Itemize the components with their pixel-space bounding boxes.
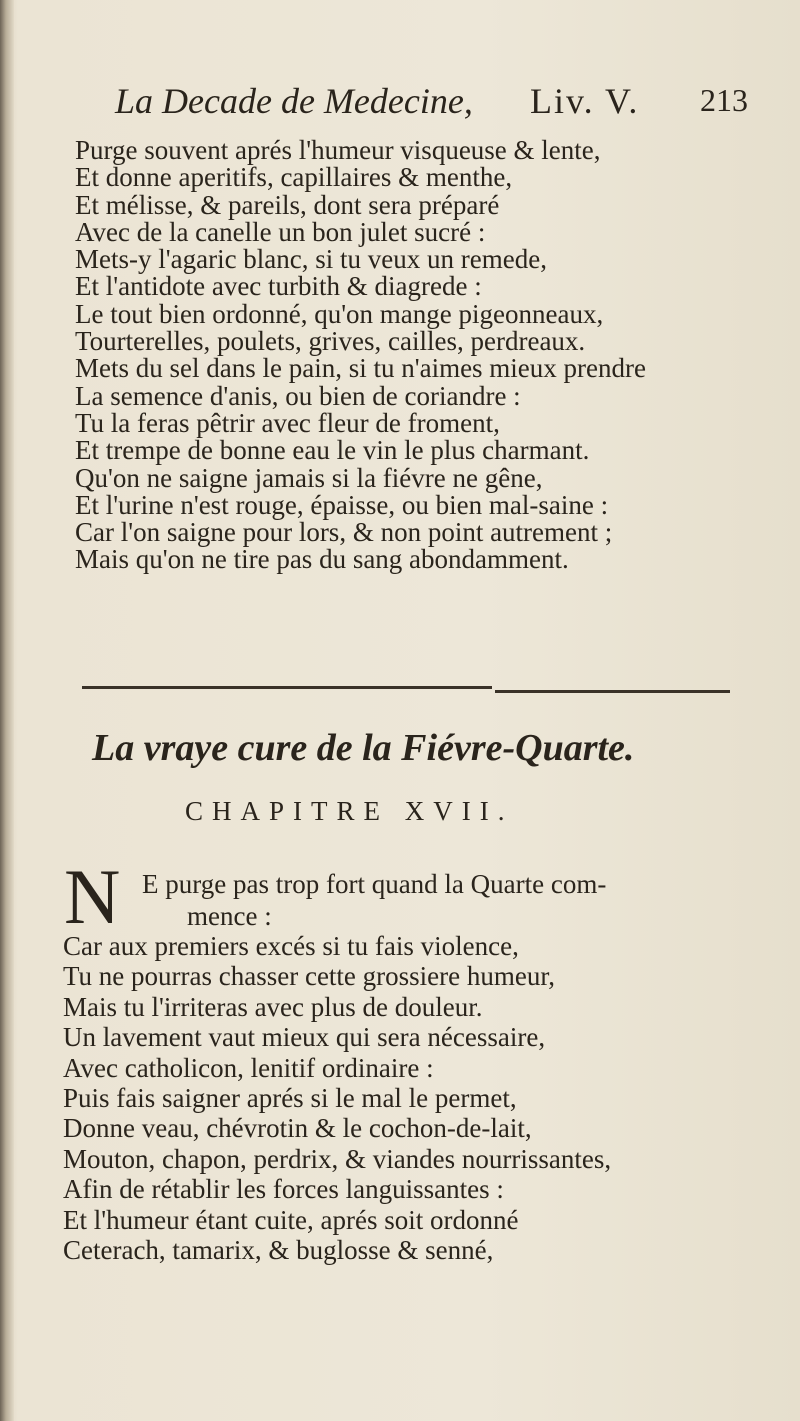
verse-line: Le tout bien ordonné, qu'on mange pigeonneaux, bbox=[75, 298, 604, 329]
running-head bbox=[115, 80, 775, 130]
verse-line: Mais qu'on ne tire pas du sang abondamment. bbox=[75, 544, 569, 575]
verse-line: Avec catholicon, lenitif ordinaire : bbox=[63, 1052, 434, 1083]
verse-line: Qu'on ne saigne jamais si la fiévre ne gêne, bbox=[75, 462, 543, 493]
verse-line: La semence d'anis, ou bien de coriandre : bbox=[75, 380, 521, 411]
verse-line: Avec de la canelle un bon julet sucré : bbox=[75, 216, 486, 247]
section-rule-left bbox=[82, 686, 492, 689]
section-rule-right bbox=[495, 690, 730, 693]
verse-line: Et l'humeur étant cuite, aprés soit ordonné bbox=[63, 1204, 519, 1235]
verse-line: Afin de rétablir les forces languissantes : bbox=[63, 1174, 504, 1205]
verse-line: Puis fais saigner aprés si le mal le permet, bbox=[63, 1082, 517, 1113]
verse-line: Mets-y l'agaric blanc, si tu veux un remede, bbox=[75, 244, 547, 275]
verse-block-bottom bbox=[63, 931, 611, 1265]
opening-line-continued: mence : bbox=[187, 901, 272, 931]
verse-line: Et l'antidote avec turbith & diagrede : bbox=[75, 271, 482, 302]
verse-line: Donne veau, chévrotin & le cochon-de-lait, bbox=[63, 1113, 532, 1144]
running-head-title: La Decade de Medecine, bbox=[115, 81, 473, 121]
verse-line: Un lavement vaut mieux qui sera nécessaire, bbox=[63, 1022, 546, 1053]
verse-line: Car l'on saigne pour lors, & non point autrement ; bbox=[75, 517, 613, 548]
verse-line: Ceterach, tamarix, & buglosse & senné, bbox=[63, 1234, 494, 1265]
verse-block-top bbox=[75, 137, 646, 574]
opening-line: E purge pas trop fort quand la Quarte com- bbox=[142, 869, 607, 899]
running-head-book: Liv. V. bbox=[530, 81, 640, 121]
verse-line: Car aux premiers excés si tu fais violence, bbox=[63, 931, 519, 961]
verse-line: Et donne aperitifs, capillaires & menthe, bbox=[75, 162, 513, 193]
opening-lines bbox=[142, 868, 606, 932]
verse-line: Tu ne pourras chasser cette grossiere humeur, bbox=[63, 961, 556, 992]
page-number: 213 bbox=[700, 82, 748, 118]
verse-line: Et trempe de bonne eau le vin le plus charmant. bbox=[75, 435, 590, 466]
verse-line: Mets du sel dans le pain, si tu n'aimes mieux prendre bbox=[75, 353, 646, 384]
chapter-heading: La vraye cure de la Fiévre-Quarte. bbox=[92, 727, 635, 769]
verse-line: Et l'urine n'est rouge, épaisse, ou bien mal-saine : bbox=[75, 489, 609, 520]
verse-line: Mouton, chapon, perdrix, & viandes nourrissantes, bbox=[63, 1143, 612, 1174]
verse-line: Tourterelles, poulets, grives, cailles, perdreaux. bbox=[75, 326, 586, 357]
chapter-number: CHAPITRE XVII. bbox=[185, 796, 514, 826]
verse-line: Purge souvent aprés l'humeur visqueuse & lente, bbox=[75, 135, 601, 165]
verse-line: Mais tu l'irriteras avec plus de douleur. bbox=[63, 991, 483, 1022]
binding-gutter bbox=[0, 0, 14, 1421]
verse-line: Et mélisse, & pareils, dont sera préparé bbox=[75, 189, 500, 220]
verse-line: Tu la feras pêtrir avec fleur de froment, bbox=[75, 407, 500, 438]
drop-cap: N bbox=[64, 853, 121, 940]
